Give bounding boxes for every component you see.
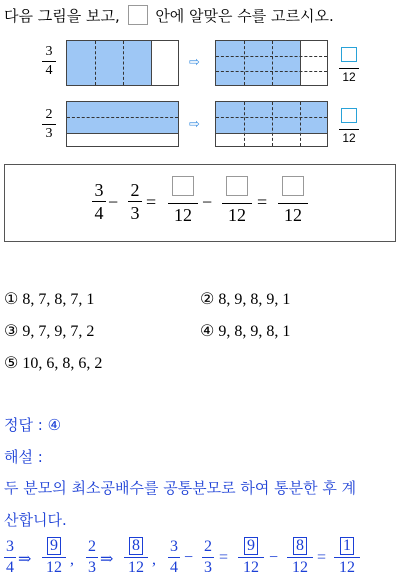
row1-blank-box <box>341 47 357 62</box>
eq-fraction-2: 2 3 <box>128 181 142 222</box>
eq-minus-2: − <box>202 192 213 212</box>
sol-result-1: 9 12 <box>42 537 66 576</box>
eq-blank-box-2 <box>226 176 248 196</box>
row2-arrow-icon: ⇨ <box>189 117 200 132</box>
question-before: 다음 그림을 보고, <box>4 7 120 25</box>
row2-left-diagram <box>66 101 179 147</box>
sol-eq-b: 2 3 <box>204 538 212 576</box>
row1-blank-denominator: 12 <box>342 70 356 84</box>
eq-blank-fraction-1: 12 <box>168 176 198 224</box>
sol-equals-2: = <box>317 549 327 566</box>
solution-line <box>4 537 396 581</box>
sol-eq-a: 3 4 <box>170 538 178 576</box>
sol-eq-e: 1 12 <box>334 537 360 576</box>
row2-blank-box <box>341 108 357 123</box>
explanation-line-2: 산합니다. <box>4 511 67 529</box>
row1-numerator: 3 <box>45 44 53 59</box>
sol-comma-1: , <box>70 551 74 568</box>
sol-minus-2: − <box>269 549 279 566</box>
row2-fraction <box>42 108 56 141</box>
row2-blank-denominator: 12 <box>342 131 356 145</box>
sol-comma-2: , <box>152 551 156 568</box>
row2-numerator: 2 <box>45 107 53 122</box>
sol-fraction-2: 2 3 <box>88 538 96 576</box>
question-text <box>4 5 334 27</box>
eq-equals-2: = <box>257 192 268 212</box>
sol-result-2: 8 12 <box>124 537 148 576</box>
eq-blank-fraction-2: 12 <box>222 176 252 224</box>
choice-1[interactable]: ① 8, 7, 8, 7, 1 <box>4 291 95 308</box>
answer-label: 정답 : ④ <box>4 416 62 434</box>
row2-blank-fraction <box>339 108 359 144</box>
eq-fraction-1: 3 4 <box>92 181 106 222</box>
sol-arrow-1-icon: ⇒ <box>18 551 32 568</box>
sol-eq-d: 8 12 <box>287 537 313 576</box>
question-after: 안에 알맞은 수를 고르시오. <box>155 7 334 25</box>
row1-left-diagram <box>66 40 179 86</box>
sol-fraction-1: 3 4 <box>6 538 14 576</box>
eq-minus-1: − <box>108 192 119 212</box>
sol-equals-1: = <box>219 549 229 566</box>
sol-eq-c: 9 12 <box>238 537 264 576</box>
eq-blank-box-3 <box>282 176 304 196</box>
choice-4[interactable]: ④ 9, 8, 9, 8, 1 <box>200 323 291 340</box>
explanation-label: 해설 : <box>4 448 43 466</box>
row1-arrow-icon: ⇨ <box>189 55 200 70</box>
row1-denominator: 4 <box>45 63 53 78</box>
blank-box-icon <box>128 5 148 25</box>
equation-box <box>4 164 396 242</box>
row1-fraction <box>42 45 56 78</box>
eq-equals-1: = <box>146 192 157 212</box>
row2-right-diagram <box>215 101 328 147</box>
row2-denominator: 3 <box>45 126 53 141</box>
row1-blank-fraction <box>339 47 359 83</box>
eq-blank-box-1 <box>172 176 194 196</box>
sol-arrow-2-icon: ⇒ <box>100 551 114 568</box>
choice-2[interactable]: ② 8, 9, 8, 9, 1 <box>200 291 291 308</box>
eq-blank-fraction-3: 12 <box>278 176 308 224</box>
row1-right-diagram <box>215 40 328 86</box>
sol-minus-1: − <box>184 549 194 566</box>
choice-5[interactable]: ⑤ 10, 6, 8, 6, 2 <box>4 355 103 372</box>
explanation-line-1: 두 분모의 최소공배수를 공통분모로 하여 통분한 후 계 <box>4 479 357 497</box>
choice-3[interactable]: ③ 9, 7, 9, 7, 2 <box>4 323 95 340</box>
